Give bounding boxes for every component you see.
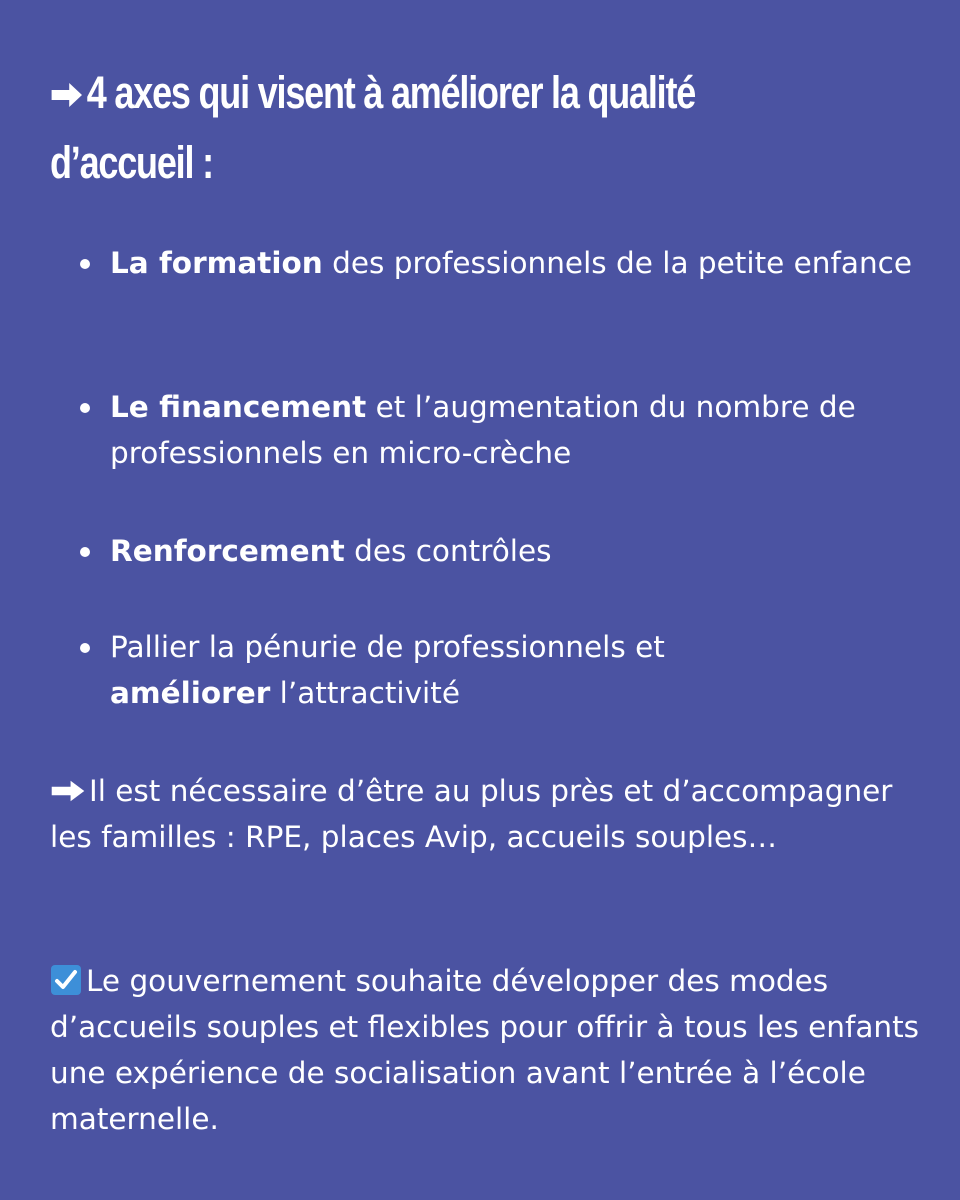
list-item xyxy=(110,528,552,574)
axis-text: des contrôles xyxy=(344,534,552,568)
list-item xyxy=(110,624,665,716)
check-box-icon xyxy=(50,964,82,996)
government-text: Le gouvernement souhaite développer des modes d’accueils souples et flexibles pour offrir à tous les enfants une expérience de socialisation avant l’entrée à l’école maternelle. xyxy=(50,964,920,1136)
list-item xyxy=(110,240,912,286)
list-item xyxy=(110,384,930,476)
axis-bold-text: La formation xyxy=(110,246,323,280)
axis-bold-text: améliorer xyxy=(110,676,271,710)
heading xyxy=(50,58,914,198)
families-paragraph xyxy=(50,768,930,860)
axis-text: et l’augmentation du nombre de professionnels en micro-crèche xyxy=(110,390,856,470)
axis-text: des professionnels de la petite enfance xyxy=(322,246,913,280)
heading-line-1: 4 axes qui visent à améliorer la qualité xyxy=(86,67,696,118)
families-text: Il est nécessaire d’être au plus près et d’accompagner les familles : RPE, places Avip, accueils souples… xyxy=(50,774,893,854)
right-arrow-icon xyxy=(50,80,84,110)
axis-text-before: Pallier la pénurie de professionnels et xyxy=(110,630,665,664)
heading-line-2: d’accueil : xyxy=(50,137,213,188)
axis-text: l’attractivité xyxy=(270,676,460,710)
axis-bold-text: Renforcement xyxy=(110,534,345,568)
right-arrow-icon xyxy=(50,778,86,804)
government-paragraph xyxy=(50,958,930,1142)
axis-bold-text: Le financement xyxy=(110,390,367,424)
